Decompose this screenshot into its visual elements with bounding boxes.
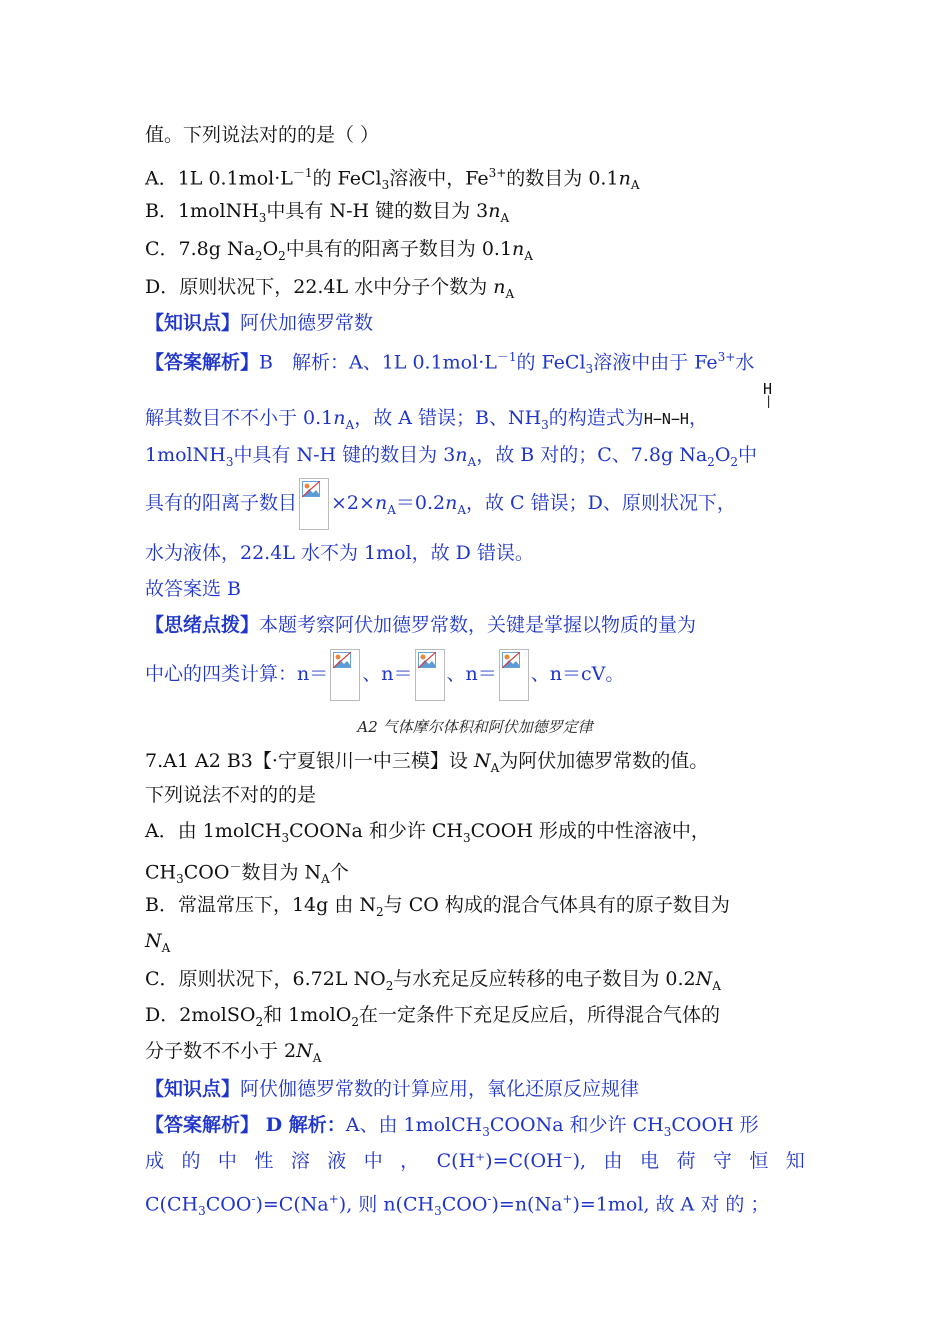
q1-final-answer: 故答案选 B bbox=[145, 578, 242, 600]
q2-option-c: C．原则状况下，6.72L $NO_2$与水充足反应转移的电子数目为 $0.2N_A$ bbox=[145, 968, 721, 993]
justified-word: 性 bbox=[254, 1150, 274, 1172]
image-placeholder-icon bbox=[299, 478, 329, 530]
q1-answer-line1: 【答案解析】B 解析：A、1L $0.1mol\cdot L^{-1}$的 FeCl$_3$溶液中由于 $Fe^{3+}$水 bbox=[145, 350, 755, 377]
question-intro: 值。下列说法对的的是（ ） bbox=[145, 124, 380, 146]
justified-word: 的 bbox=[181, 1150, 201, 1172]
q1-option-c: C．7.8g $Na_2O_2$中具有的阳离子数目为 $0.1n_A$ bbox=[145, 238, 533, 263]
q1-tip-line1: 【思绪点拨】本题考察阿伏加德罗常数，关键是掌握以物质的量为 bbox=[145, 614, 697, 636]
q1-knowledge: 【知识点】阿伏加德罗常数 bbox=[145, 312, 374, 334]
q2-answer-line2 bbox=[145, 1148, 805, 1174]
q1-answer-line5: 水为液体，22.4L 水不为 1mol，故 D 错误。 bbox=[145, 542, 534, 564]
justified-word: 溶 bbox=[290, 1150, 310, 1172]
justified-word: 知 bbox=[785, 1150, 805, 1172]
structure-bond: | bbox=[765, 394, 773, 408]
q2-option-d-line2: 分子数不不小于 $2N_A$ bbox=[145, 1040, 322, 1065]
justified-word: 由 bbox=[603, 1150, 623, 1172]
q1-option-b: B．1molNH$_3$中具有 N-H 键的数目为 $3n_A$ bbox=[145, 200, 510, 225]
ammonia-structure: H−N−H bbox=[643, 410, 689, 428]
image-placeholder-icon bbox=[415, 649, 445, 701]
q1-tip-line2: 中心的四类计算：n＝ 、n＝ 、n＝ 、n＝cV。 bbox=[145, 646, 624, 702]
q2-header-line2: 下列说法不对的的是 bbox=[145, 784, 317, 806]
justified-word: ， bbox=[400, 1150, 420, 1172]
image-placeholder-icon bbox=[330, 649, 360, 701]
section-caption: A2 气体摩尔体积和阿伏加德罗定律 bbox=[357, 718, 593, 736]
q2-option-d: D．2molSO$_2$和 1molO$_2$在一定条件下充足反应后，所得混合气体的 bbox=[145, 1004, 720, 1029]
q1-answer-line4: 具有的阳离子数目 $\times 2\times n_A=0.2n_A$，故 C 错误；D、原则状况下， bbox=[145, 476, 736, 537]
q2-header: 7.A1 A2 B3【·宁夏银川一中三模】设 $N_A$为阿伏加德罗常数的值。 bbox=[145, 750, 709, 775]
q1-option-d: D．原则状况下，22.4L 水中分子个数为 $n_A$ bbox=[145, 276, 515, 301]
q2-knowledge: 【知识点】阿伏伽德罗常数的计算应用，氧化还原反应规律 bbox=[145, 1078, 640, 1100]
justified-word: 电 bbox=[639, 1150, 659, 1172]
q2-option-b-line2: $N_A$ bbox=[145, 930, 171, 955]
q2-answer-line3: $C(CH_3COO^-)=C(Na^+)$, 则 $n(CH_3COO^-)=n(Na^+)=1mol$, 故 A 对 的 ； bbox=[145, 1192, 770, 1219]
justified-word: 荷 bbox=[676, 1150, 696, 1172]
justified-word: 中 bbox=[363, 1150, 383, 1172]
structure-top-h: H bbox=[763, 380, 773, 398]
q2-option-a: A．由 1molCH$_3$COONa 和少许 $CH_3COOH$ 形成的中性溶液中， bbox=[145, 820, 710, 845]
justified-word: 成 bbox=[145, 1150, 165, 1172]
q2-answer-line1: 【答案解析】 D 解析：A、由 1molCH$_3$COONa 和少许 $CH_3COOH$ 形 bbox=[145, 1114, 759, 1139]
image-placeholder-icon bbox=[499, 649, 529, 701]
q2-option-a-line2: $CH_3COO^-$数目为 $N_A$个 bbox=[145, 860, 349, 887]
q1-answer-line2: 解其数目不不小于 $0.1n_A$，故 A 错误；B、$NH_3$的构造式为H−N−H， bbox=[145, 407, 708, 432]
justified-word: 守 bbox=[712, 1150, 732, 1172]
q2-option-b: B．常温常压下，14g 由 $N_2$与 CO 构成的混合气体具有的原子数目为 bbox=[145, 894, 730, 919]
q1-option-a: A．1L $0.1mol\cdot L^{-1}$的 FeCl$_3$溶液中，$Fe^{3+}$的数目为 $0.1n_A$ bbox=[145, 166, 640, 193]
q1-answer-line3: 1molNH$_3$中具有 N-H 键的数目为 $3n_A$，故 B 对的；C、7.8g $Na_2O_2$中 bbox=[145, 444, 758, 469]
justified-word: C(H⁺)=C(OH⁻), bbox=[436, 1150, 587, 1172]
justified-word: 中 bbox=[217, 1150, 237, 1172]
justified-word: 液 bbox=[327, 1150, 347, 1172]
justified-word: 恒 bbox=[749, 1150, 769, 1172]
